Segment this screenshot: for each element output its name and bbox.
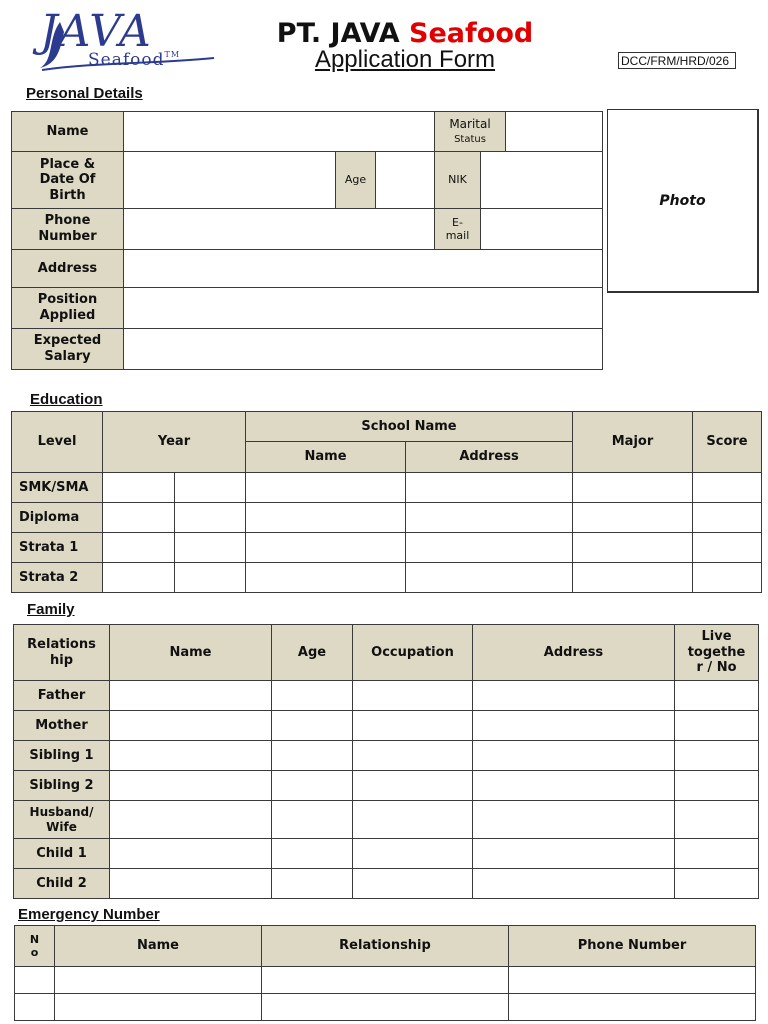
photo-box[interactable] — [607, 109, 759, 293]
fam-address-header: Address — [473, 625, 675, 681]
edu-score-header: Score — [693, 412, 762, 473]
fam-age-header: Age — [272, 625, 353, 681]
emg-phone-field[interactable] — [509, 967, 756, 994]
form-title: Application Form — [314, 46, 496, 73]
family-cell[interactable] — [353, 771, 473, 801]
company-name: PT. JAVA Seafood — [276, 18, 534, 49]
family-row — [14, 681, 759, 711]
family-row — [14, 711, 759, 741]
edu-cell[interactable] — [573, 473, 693, 503]
age-label: Age — [336, 152, 376, 209]
address-label: Address — [12, 250, 124, 288]
family-relationship-label: Sibling 2 — [14, 771, 110, 801]
emg-phone-field[interactable] — [509, 994, 756, 1021]
family-cell[interactable] — [272, 711, 353, 741]
family-cell[interactable] — [110, 801, 272, 839]
family-cell[interactable] — [675, 771, 759, 801]
family-row — [14, 741, 759, 771]
edu-cell[interactable] — [406, 533, 573, 563]
family-cell[interactable] — [110, 741, 272, 771]
emg-no-field[interactable] — [15, 967, 55, 994]
family-cell[interactable] — [473, 681, 675, 711]
family-cell[interactable] — [272, 801, 353, 839]
edu-cell[interactable] — [103, 563, 175, 593]
family-cell[interactable] — [353, 681, 473, 711]
edu-cell[interactable] — [573, 533, 693, 563]
document-number: DCC/FRM/HRD/026 — [618, 52, 736, 69]
nik-field[interactable] — [481, 152, 603, 209]
place-dob-field[interactable] — [124, 152, 336, 209]
emg-name-header: Name — [55, 926, 262, 967]
emg-name-field[interactable] — [55, 994, 262, 1021]
edu-major-header: Major — [573, 412, 693, 473]
family-row — [14, 771, 759, 801]
family-relationship-label: Child 2 — [14, 869, 110, 899]
personal-details-table — [11, 111, 603, 370]
logo-subtext: Seafood™ — [88, 50, 181, 70]
age-field[interactable] — [376, 152, 435, 209]
edu-cell[interactable] — [573, 503, 693, 533]
photo-label: Photo — [659, 192, 706, 209]
family-cell[interactable] — [110, 839, 272, 869]
family-cell[interactable] — [675, 839, 759, 869]
edu-cell[interactable] — [406, 503, 573, 533]
emg-relationship-field[interactable] — [262, 994, 509, 1021]
family-cell[interactable] — [675, 711, 759, 741]
address-field[interactable] — [124, 250, 603, 288]
salary-field[interactable] — [124, 329, 603, 370]
family-relationship-label: Father — [14, 681, 110, 711]
edu-cell[interactable] — [406, 563, 573, 593]
edu-cell[interactable] — [246, 563, 406, 593]
family-cell[interactable] — [473, 771, 675, 801]
family-cell[interactable] — [675, 681, 759, 711]
family-relationship-label: Mother — [14, 711, 110, 741]
family-relationship-label: Child 1 — [14, 839, 110, 869]
emg-no-header: N o — [15, 926, 55, 967]
edu-cell[interactable] — [175, 563, 246, 593]
education-heading: Education — [30, 391, 103, 408]
edu-cell[interactable] — [175, 533, 246, 563]
family-cell[interactable] — [473, 869, 675, 899]
edu-level-label: Strata 2 — [12, 563, 103, 593]
edu-cell[interactable] — [175, 473, 246, 503]
family-cell[interactable] — [110, 711, 272, 741]
edu-level-label: Strata 1 — [12, 533, 103, 563]
edu-year-header: Year — [103, 412, 246, 473]
logo-text: JAVA — [40, 6, 152, 57]
family-cell[interactable] — [272, 741, 353, 771]
family-cell[interactable] — [353, 741, 473, 771]
family-cell[interactable] — [272, 869, 353, 899]
fam-occupation-header: Occupation — [353, 625, 473, 681]
edu-row — [12, 473, 762, 503]
email-label: E- mail — [435, 209, 481, 250]
family-row — [14, 869, 759, 899]
edu-school-name-subheader: Name — [246, 442, 406, 473]
family-cell[interactable] — [675, 869, 759, 899]
edu-level-label: Diploma — [12, 503, 103, 533]
family-cell[interactable] — [473, 839, 675, 869]
phone-label: Phone Number — [12, 209, 124, 250]
fam-live-together-header: Live togethe r / No — [675, 625, 759, 681]
family-cell[interactable] — [353, 711, 473, 741]
salary-label: Expected Salary — [12, 329, 124, 370]
edu-row — [12, 563, 762, 593]
family-relationship-label: Sibling 1 — [14, 741, 110, 771]
emg-relationship-field[interactable] — [262, 967, 509, 994]
edu-cell[interactable] — [406, 473, 573, 503]
family-cell[interactable] — [473, 801, 675, 839]
family-cell[interactable] — [473, 741, 675, 771]
nik-label: NIK — [435, 152, 481, 209]
edu-cell[interactable] — [103, 533, 175, 563]
fam-name-header: Name — [110, 625, 272, 681]
family-row — [14, 839, 759, 869]
family-cell[interactable] — [272, 771, 353, 801]
family-cell[interactable] — [272, 681, 353, 711]
family-cell[interactable] — [353, 801, 473, 839]
name-label: Name — [12, 112, 124, 152]
name-field[interactable] — [124, 112, 435, 152]
edu-row — [12, 503, 762, 533]
emg-no-field[interactable] — [15, 994, 55, 1021]
company-logo — [36, 6, 226, 74]
edu-cell[interactable] — [573, 563, 693, 593]
edu-cell[interactable] — [693, 503, 762, 533]
education-table — [11, 411, 762, 593]
family-cell[interactable] — [473, 711, 675, 741]
family-cell[interactable] — [675, 801, 759, 839]
edu-level-header: Level — [12, 412, 103, 473]
position-field[interactable] — [124, 288, 603, 329]
emg-name-field[interactable] — [55, 967, 262, 994]
family-cell[interactable] — [272, 839, 353, 869]
emergency-heading: Emergency Number — [18, 906, 160, 923]
fam-relationship-header: Relations hip — [14, 625, 110, 681]
family-heading: Family — [27, 601, 75, 618]
place-dob-label: Place & Date Of Birth — [12, 152, 124, 209]
edu-row — [12, 533, 762, 563]
emergency-table — [14, 925, 756, 1021]
family-row — [14, 801, 759, 839]
phone-field[interactable] — [124, 209, 435, 250]
family-cell[interactable] — [353, 839, 473, 869]
personal-details-heading: Personal Details — [26, 85, 143, 102]
edu-cell[interactable] — [175, 503, 246, 533]
family-cell[interactable] — [110, 771, 272, 801]
edu-school-name-header: School Name — [246, 412, 573, 442]
edu-cell[interactable] — [246, 473, 406, 503]
edu-cell[interactable] — [693, 533, 762, 563]
emg-relationship-header: Relationship — [262, 926, 509, 967]
family-cell[interactable] — [110, 869, 272, 899]
edu-level-label: SMK/SMA — [12, 473, 103, 503]
edu-cell[interactable] — [693, 563, 762, 593]
edu-cell[interactable] — [246, 503, 406, 533]
edu-cell[interactable] — [103, 503, 175, 533]
family-cell[interactable] — [110, 681, 272, 711]
family-table — [13, 624, 759, 899]
emg-phone-header: Phone Number — [509, 926, 756, 967]
family-cell[interactable] — [675, 741, 759, 771]
email-field[interactable] — [481, 209, 603, 250]
family-cell[interactable] — [353, 869, 473, 899]
position-label: Position Applied — [12, 288, 124, 329]
marital-status-field[interactable] — [506, 112, 603, 152]
edu-cell[interactable] — [693, 473, 762, 503]
edu-cell[interactable] — [246, 533, 406, 563]
marital-status-label: Marital Status — [435, 112, 506, 152]
edu-cell[interactable] — [103, 473, 175, 503]
family-relationship-label: Husband/ Wife — [14, 801, 110, 839]
edu-school-address-subheader: Address — [406, 442, 573, 473]
